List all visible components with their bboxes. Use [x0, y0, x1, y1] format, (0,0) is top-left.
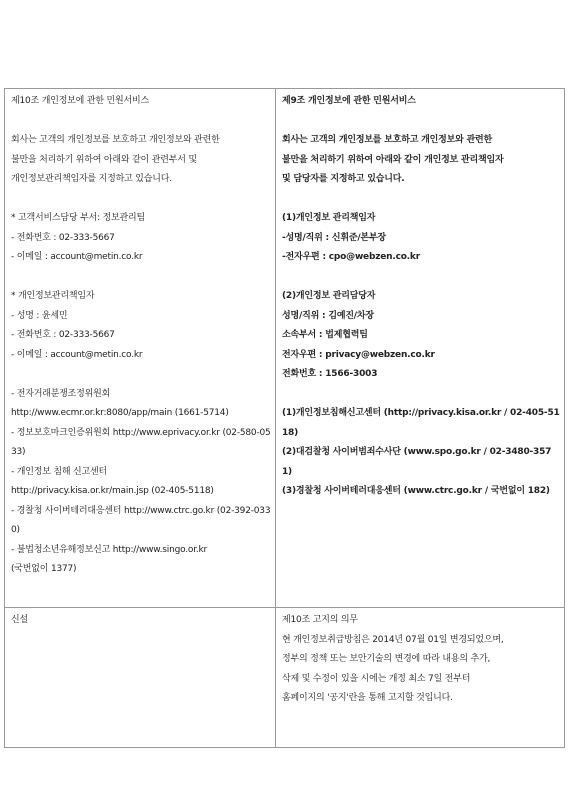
new-staff-line: (2)개인정보 관리담당자	[282, 291, 376, 301]
old-agency-line: - 전자거래분쟁조정위원회	[11, 388, 111, 399]
new-staff-line: 성명/직위 : 김예진/차장	[282, 310, 374, 321]
old-agency-line: - 개인정보 침해 신고센터	[11, 466, 107, 477]
old-dept-line: - 이메일 : account@metin.co.kr	[11, 252, 143, 262]
new-manager-line: (1)개인정보 관리책임자	[282, 213, 376, 223]
new-notice-cell	[276, 608, 565, 748]
notice-line: 홈페이지의 '공지'란을 통해 고지할 것입니다.	[282, 693, 453, 703]
old-agency-line: - 불법청소년유해정보신고 http://www.singo.or.kr	[11, 544, 208, 555]
new-agency-line: (1)개인정보침해신고센터 (http://privacy.kisa.or.kr / 02-405-5118)	[282, 408, 560, 438]
new-intro-line: 불만을 처리하기 위하여 아래와 같이 개인정보 관리책임자	[282, 154, 504, 165]
new-staff-line: 전화번호 : 1566-3003	[282, 369, 378, 379]
old-notice-cell	[5, 608, 276, 748]
old-clause-title: 제10조 개인정보에 관한 민원서비스	[11, 96, 149, 106]
old-agency-line: - 정보보호마크인증위원회 http://www.eprivacy.or.kr (02-580-0533)	[11, 427, 271, 457]
old-officer-line: - 이메일 : account@metin.co.kr	[11, 349, 143, 360]
table-row	[5, 89, 565, 608]
new-agency-line: (2)대검찰청 사이버범죄수사단 (www.spo.go.kr / 02-3480-3571)	[282, 447, 552, 477]
new-section-label: 신설	[11, 615, 28, 625]
old-officer-line: - 전화번호 : 02-333-5667	[11, 330, 115, 340]
comparison-table	[4, 88, 565, 748]
old-officer-line: - 성명 : 윤세민	[11, 310, 68, 321]
new-intro-line: 및 담당자를 지정하고 있습니다.	[282, 174, 405, 184]
table-row	[5, 608, 565, 748]
old-intro-line: 개인정보관리책임자를 지정하고 있습니다.	[11, 174, 172, 184]
notice-line: 정부의 정책 또는 보안기술의 변경에 따라 내용의 추가,	[282, 654, 491, 664]
notice-title: 제10조 고지의 의무	[282, 615, 358, 625]
old-officer-line: * 개인정보관리책임자	[11, 291, 95, 301]
new-staff-line: 소속부서 : 법제협력팀	[282, 330, 368, 340]
old-agency-line: - 경찰청 사이버테러대응센터 http://www.ctrc.go.kr (02-392-0330)	[11, 505, 271, 535]
new-manager-line: -성명/직위 : 신휘준/본부장	[282, 232, 386, 243]
notice-line: 현 개인정보취급방침은 2014년 07월 01일 변경되었으며,	[282, 634, 504, 645]
old-intro-line: 불만을 처리하기 위하여 아래와 같이 관련부서 및	[11, 154, 197, 165]
old-agency-line: http://privacy.kisa.or.kr/main.jsp (02-405-5118)	[11, 486, 214, 496]
new-manager-line: -전자우편 : cpo@webzen.co.kr	[282, 252, 420, 262]
old-agency-line: (국번없이 1377)	[11, 564, 77, 574]
new-staff-line: 전자우편 : privacy@webzen.co.kr	[282, 349, 435, 360]
new-clause-title: 제9조 개인정보에 관한 민원서비스	[282, 96, 416, 106]
new-clause-cell	[276, 89, 565, 608]
old-dept-line: - 전화번호 : 02-333-5667	[11, 232, 115, 243]
new-agency-line: (3)경찰청 사이버테러대응센터 (www.ctrc.go.kr / 국번없이 182)	[282, 486, 550, 496]
old-dept-line: * 고객서비스담당 부서: 정보관리팀	[11, 213, 146, 223]
old-agency-line: http://www.ecmr.or.kr:8080/app/main (1661-5714)	[11, 408, 229, 418]
notice-line: 삭제 및 수정이 있을 시에는 개정 최소 7일 전부터	[282, 673, 471, 684]
new-intro-line: 회사는 고객의 개인정보를 보호하고 개인정보와 관련한	[282, 135, 493, 145]
old-clause-cell	[5, 89, 276, 608]
old-intro-line: 회사는 고객의 개인정보를 보호하고 개인정보와 관련한	[11, 135, 220, 145]
